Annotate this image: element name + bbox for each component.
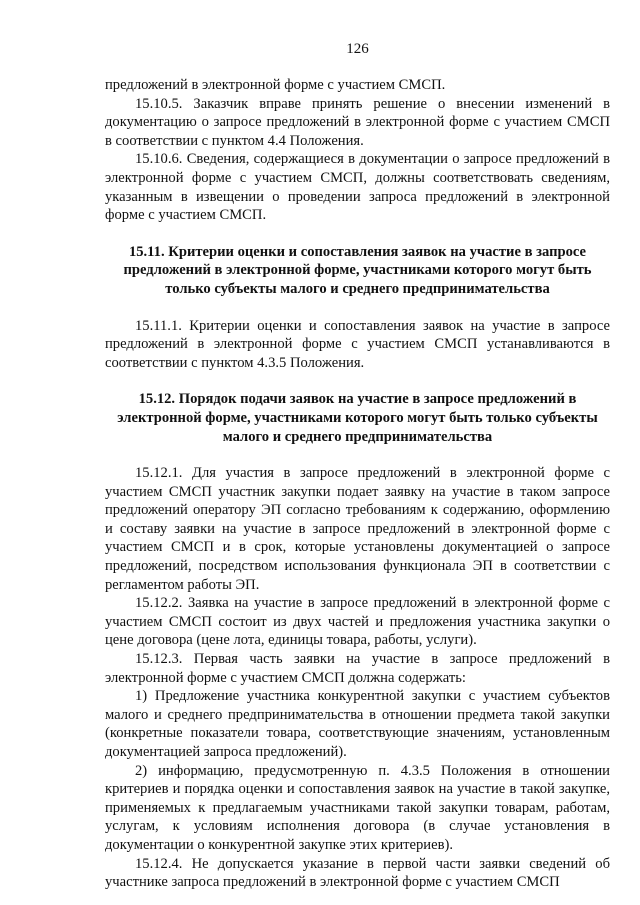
paragraph-15-12-2: 15.12.2. Заявка на участие в запросе предложений в электронной форме с участием СМСП состоит из двух частей и предложения участника закупки о цене договора (цене лота, единицы товара, работы, услуги). (105, 595, 610, 649)
spacer (105, 446, 610, 464)
paragraph-15-12-4: 15.12.4. Не допускается указание в первой части заявки сведений об участнике запроса предложений в электронной форме с участием СМСП (105, 855, 610, 891)
page-number: 126 (346, 41, 369, 57)
document-page (105, 40, 610, 892)
spacer (105, 225, 610, 243)
paragraph-15-12-1: 15.12.1. Для участия в запросе предложений в электронной форме с участием СМСП участник закупки подает заявку на участие в таком запросе предложений оператору ЭП согласно требованиям к содержанию, оформлению и составу заявки на участие в запросе предложений в электронной форме с участием СМСП и в срок, которые установлены документацией о запросе предложений, посредством использования функционала ЭП в соответствии с регламентом работы ЭП. (105, 465, 610, 593)
paragraph-continuation: предложений в электронной форме с участием СМСП. (105, 77, 446, 93)
section-heading-15-12: 15.12. Порядок подачи заявок на участие в запросе предложений в электронной форме, участниками которого могут быть только субъекты малого и среднего предпринимательства (117, 391, 598, 445)
paragraph-15-10-6: 15.10.6. Сведения, содержащиеся в документации о запросе предложений в электронной форме с участием СМСП, должны соответствовать сведениям, указанным в извещении о проведении запроса предложений в электронной форме с участием СМСП. (105, 151, 610, 224)
spacer (105, 299, 610, 317)
paragraph-15-11-1: 15.11.1. Критерии оценки и сопоставления заявок на участие в запросе предложений в электронной форме с участием СМСП устанавливаются в соответствии с пунктом 4.3.5 Положения. (105, 317, 610, 371)
spacer (105, 372, 610, 390)
paragraph-15-10-5: 15.10.5. Заказчик вправе принять решение о внесении изменений в документацию о запросе предложений в электронной форме с участием СМСП в соответствии с пунктом 4.4 Положения. (105, 95, 610, 149)
section-heading-15-11: 15.11. Критерии оценки и сопоставления заявок на участие в запросе предложений в электронной форме, участниками которого могут быть только субъекты малого и среднего предпринимательства (123, 243, 592, 297)
list-item-1: 1) Предложение участника конкурентной закупки с участием субъектов малого и среднего предпринимательства в отношении предмета такой закупки (конкретные показатели товара, соответствующие значениям, установленным документацией запроса предложений). (105, 688, 610, 760)
list-item-2: 2) информацию, предусмотренную п. 4.3.5 Положения в отношении критериев и порядка оценки и сопоставления заявок на участие в такой закупке, применяемых к предлагаемым участниками такой закупки товарам, работам, услугам, к условиям исполнения договора (в случае установления в документации о конкурентной закупке этих критериев). (105, 762, 610, 853)
paragraph-15-12-3: 15.12.3. Первая часть заявки на участие в запросе предложений в электронной форме с участием СМСП должна содержать: (105, 651, 610, 686)
